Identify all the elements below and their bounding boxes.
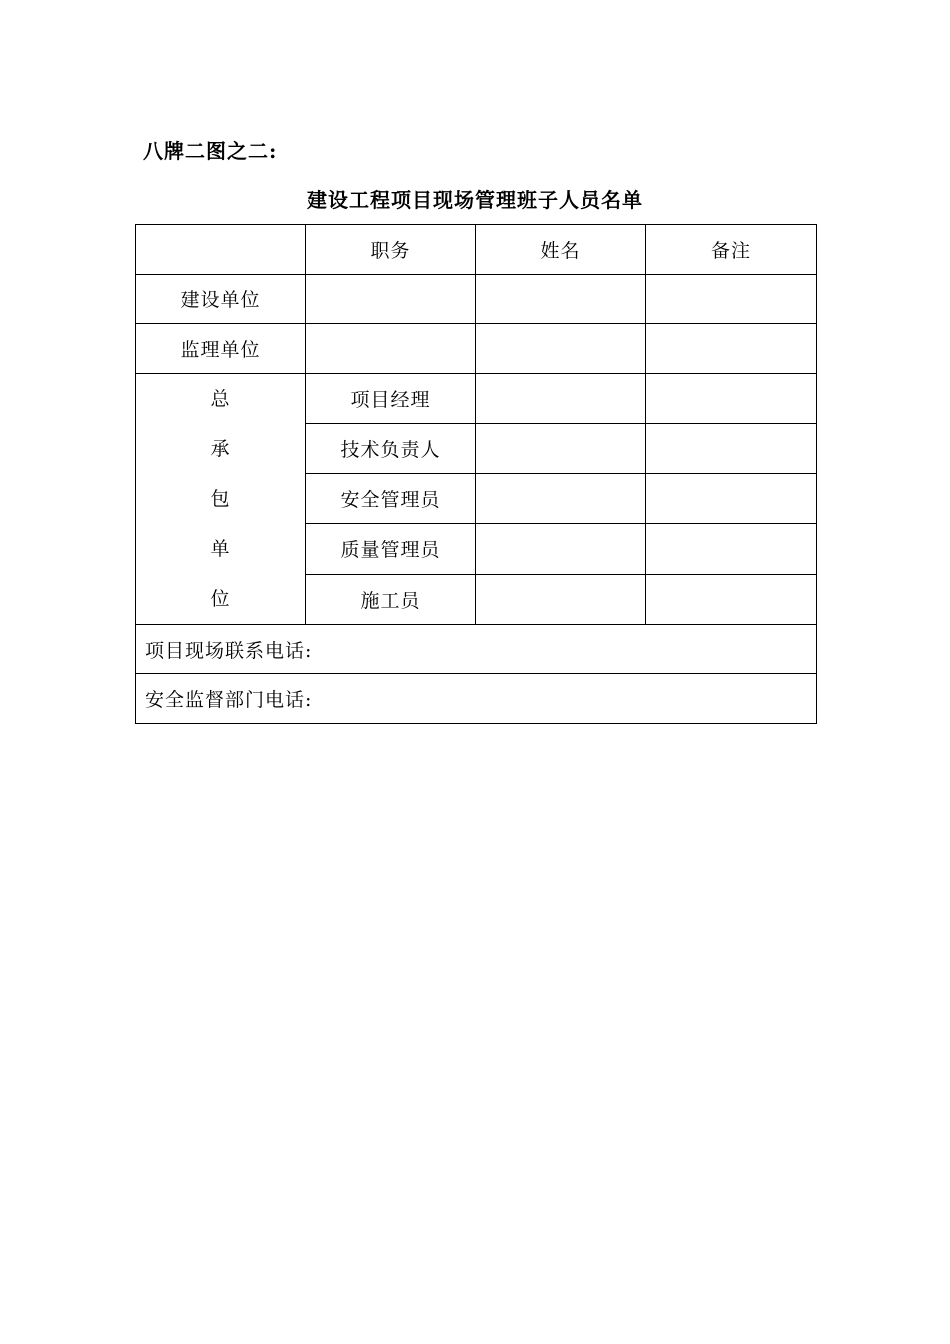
table-row [136,624,817,674]
position-cell-quality-officer: 质量管理员 [306,524,476,574]
site-phone-cell[interactable]: 项目现场联系电话: [136,624,817,674]
unit-char: 总 [210,387,231,410]
unit-cell-supervision: 监理单位 [136,324,306,374]
personnel-table [135,224,817,724]
name-cell[interactable] [476,274,646,324]
header-row [136,225,817,275]
header-cell-empty [136,225,306,275]
unit-cell-construction: 建设单位 [136,274,306,324]
position-cell-safety-officer: 安全管理员 [306,474,476,524]
name-cell[interactable] [476,524,646,574]
header-cell-position: 职务 [306,225,476,275]
unit-char: 单 [210,537,231,560]
header-cell-name: 姓名 [476,225,646,275]
unit-char: 承 [210,437,231,460]
position-cell[interactable] [306,274,476,324]
document-title: 建设工程项目现场管理班子人员名单 [307,188,643,212]
unit-char: 位 [210,587,231,610]
name-cell[interactable] [476,373,646,423]
position-cell-technical-lead: 技术负责人 [306,423,476,473]
safety-dept-phone-cell[interactable]: 安全监督部门电话: [136,674,817,724]
remark-cell[interactable] [646,324,817,374]
remark-cell[interactable] [646,524,817,574]
remark-cell[interactable] [646,274,817,324]
table-row [136,674,817,724]
name-cell[interactable] [476,574,646,624]
name-cell[interactable] [476,423,646,473]
unit-cell-general-contractor [136,373,306,624]
position-cell-project-manager: 项目经理 [306,373,476,423]
remark-cell[interactable] [646,373,817,423]
section-heading: 八牌二图之二: [143,139,278,163]
remark-cell[interactable] [646,474,817,524]
table-row [136,274,817,324]
remark-cell[interactable] [646,574,817,624]
unit-char: 包 [210,487,231,510]
name-cell[interactable] [476,474,646,524]
vertical-unit-label [136,374,305,624]
header-cell-remark: 备注 [646,225,817,275]
position-cell[interactable] [306,324,476,374]
table-row [136,373,817,423]
table-row [136,324,817,374]
remark-cell[interactable] [646,423,817,473]
name-cell[interactable] [476,324,646,374]
position-cell-construction-worker: 施工员 [306,574,476,624]
